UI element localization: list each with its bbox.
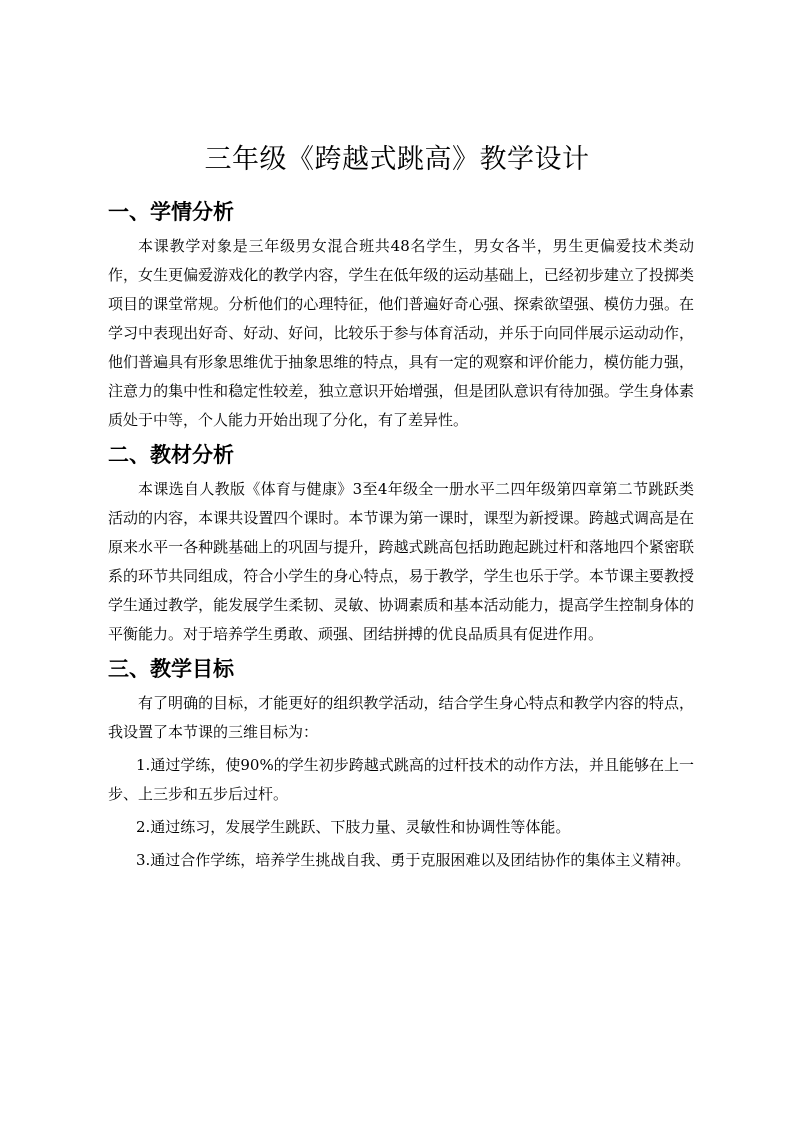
paragraph: 有了明确的目标，才能更好的组织教学活动，结合学生身心特点和教学内容的特点，我设置了本节课的三维目标为：	[108, 694, 694, 741]
objective-item-2: 2.通过练习，发展学生跳跃、下肢力量、灵敏性和协调性等体能。	[136, 818, 571, 836]
paragraph: 本课选自人教版《体育与健康》3至4年级全一册水平二四年级第四章第二节跳跃类活动的内容，本课共设置四个课时。本节课为第一课时，课型为新授课。跨越式调高是在原来水平一各种跳基础上的巩固与提升，跨越式跳高包括助跑起跳过杆和落地四个紧密联系的环节共同组成，符合小学生的身心特点，易于教学，学生也乐于学。本节课主要教授学生通过教学，能发展学生柔韧、灵敏、协调素质和基本活动能力，提高学生控制身体的平衡能力。对于培养学生勇敢、顽强、团结拼搏的优良品质具有促进作用。	[108, 480, 694, 643]
document-body	[108, 196, 694, 879]
objective-item-1: 1.通过学练，使90%的学生初步跨越式跳高的过杆技术的动作方法，并且能够在上一步、上三步和五步后过杆。	[108, 756, 694, 803]
objective-item-3: 3.通过合作学练，培养学生挑战自我、勇于克服困难以及团结协作的集体主义精神。	[136, 851, 691, 869]
section-material-analysis	[108, 439, 694, 649]
section-heading: 二、教材分析	[108, 443, 234, 467]
section-learner-analysis	[108, 196, 694, 435]
section-teaching-objectives	[108, 653, 694, 875]
paragraph: 本课教学对象是三年级男女混合班共48名学生，男女各半，男生更偏爱技术类动作，女生更偏爱游戏化的教学内容，学生在低年级的运动基础上，已经初步建立了投掷类项目的课堂常规。分析他们的心理特征，他们普遍好奇心强、探索欲望强、模仿力强。在学习中表现出好奇、好动、好问，比较乐于参与体育活动，并乐于向同伴展示运动动作，他们普遍具有形象思维优于抽象思维的特点，具有一定的观察和评价能力，模仿能力强，注意力的集中性和稳定性较差，独立意识开始增强，但是团队意识有待加强。学生身体素质处于中等，个人能力开始出现了分化，有了差异性。	[108, 237, 694, 429]
section-heading: 三、教学目标	[108, 657, 234, 681]
section-heading: 一、学情分析	[108, 200, 234, 224]
document-title: 三年级《跨越式跳高》教学设计	[204, 144, 590, 175]
